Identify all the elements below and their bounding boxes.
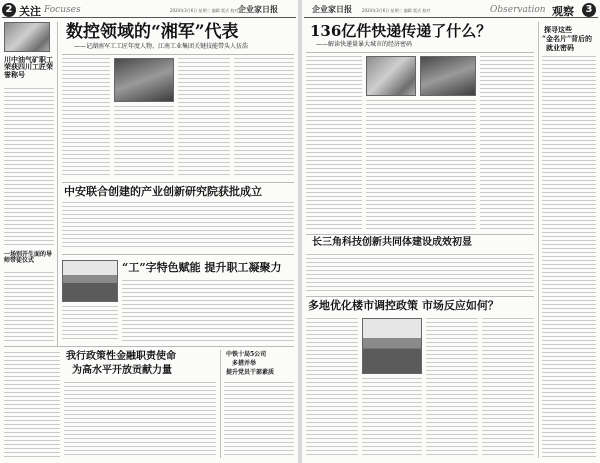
- lower-photo: [62, 260, 118, 302]
- left-page-number: 2: [2, 3, 16, 17]
- right-section-en: Observation: [490, 5, 546, 15]
- mid-headline: 中安联合创建的产业创新研究院获批成立: [64, 185, 262, 198]
- left-small-headline: 一场别开生面的导师带徒仪式: [4, 251, 53, 265]
- right-mid-headline: 长三角科技创新共同体建设成效初显: [312, 237, 472, 248]
- bottom-right-headline-2: 多措并举: [232, 360, 257, 367]
- divider: [220, 350, 221, 458]
- right-side-headline-3: 就业密码: [546, 43, 574, 52]
- main-text-col-2: [114, 106, 174, 178]
- divider: [306, 52, 534, 53]
- right-photo-3: [362, 318, 422, 374]
- right-masthead: 企业家日报: [312, 4, 352, 14]
- left-masthead: 企业家日报: [238, 4, 278, 14]
- left-date-line: 2024年3月6日 星期三 编辑 版式 校对: [170, 8, 239, 13]
- bottom-headline-2: 为高水平开放贡献力量: [72, 365, 172, 376]
- lower-text: [122, 280, 294, 342]
- left-photo-1: [4, 22, 50, 52]
- divider: [62, 254, 294, 255]
- bottom-headline-1: 我行政策性金融职责使命: [66, 351, 176, 362]
- left-page: [0, 0, 298, 463]
- right-main-text-1: [306, 56, 362, 230]
- right-photo-2: [420, 56, 476, 96]
- bottom-left-text: [4, 352, 60, 458]
- right-lower-text-3: [426, 318, 478, 458]
- right-side-headline-2: “金名片”背后的: [542, 34, 593, 43]
- main-text-col-3: [178, 58, 230, 178]
- right-side-text: [542, 56, 596, 458]
- divider: [62, 54, 294, 55]
- right-page-number: 3: [582, 3, 596, 17]
- right-side-headline-1: 探寻这些: [544, 25, 572, 34]
- divider: [62, 182, 294, 183]
- right-mid-text: [306, 254, 534, 292]
- right-page-header: [304, 2, 598, 18]
- bottom-right-headline-1: 中铁十局5公司: [226, 351, 267, 358]
- bottom-text: [64, 382, 216, 458]
- main-subhead: ——记湖南军工工匠年度人物、江南工业集团关键技能带头人伍浩: [74, 43, 249, 50]
- divider: [306, 234, 534, 235]
- left-section-en: Focuses: [44, 5, 81, 15]
- divider: [4, 346, 294, 347]
- left-col-text-2: [4, 272, 54, 344]
- right-page: [302, 0, 600, 463]
- right-photo-1: [366, 56, 416, 96]
- left-page-header: [2, 2, 296, 18]
- left-col-text: [4, 88, 54, 248]
- lower-text-2: [62, 306, 118, 342]
- mid-text: [62, 202, 294, 250]
- right-main-text-2: [366, 100, 476, 230]
- left-section-title: 关注: [19, 5, 41, 18]
- bottom-right-headline-3: 提升党员干部素质: [226, 369, 275, 376]
- main-text-col-4: [234, 58, 294, 178]
- right-lower-text-1: [306, 318, 358, 458]
- side-headline: 川中油气矿职工荣获四川工匠荣誉称号: [4, 55, 53, 79]
- right-lower-text-4: [482, 318, 534, 458]
- main-headline: 数控领域的“湘军”代表: [66, 22, 239, 42]
- right-main-subhead: ——解读快递量暴大城市的经济密码: [316, 41, 413, 48]
- right-date-line: 2024年3月6日 星期三 编辑 版式 校对: [362, 8, 431, 13]
- right-lower-headline: 多地优化楼市调控政策 市场反应如何？: [308, 299, 499, 312]
- divider: [57, 22, 58, 346]
- right-lower-text-2: [362, 378, 422, 458]
- right-section-title: 观察: [552, 5, 574, 18]
- main-text-col-1: [62, 58, 110, 178]
- divider: [538, 22, 539, 458]
- bottom-right-text: [224, 382, 294, 458]
- divider: [306, 296, 534, 297]
- main-photo: [114, 58, 174, 102]
- right-main-text-3: [480, 56, 534, 230]
- right-main-headline: 136亿件快递传递了什么？: [310, 22, 492, 40]
- lower-headline: “工”字特色赋能 提升职工凝聚力: [122, 261, 282, 274]
